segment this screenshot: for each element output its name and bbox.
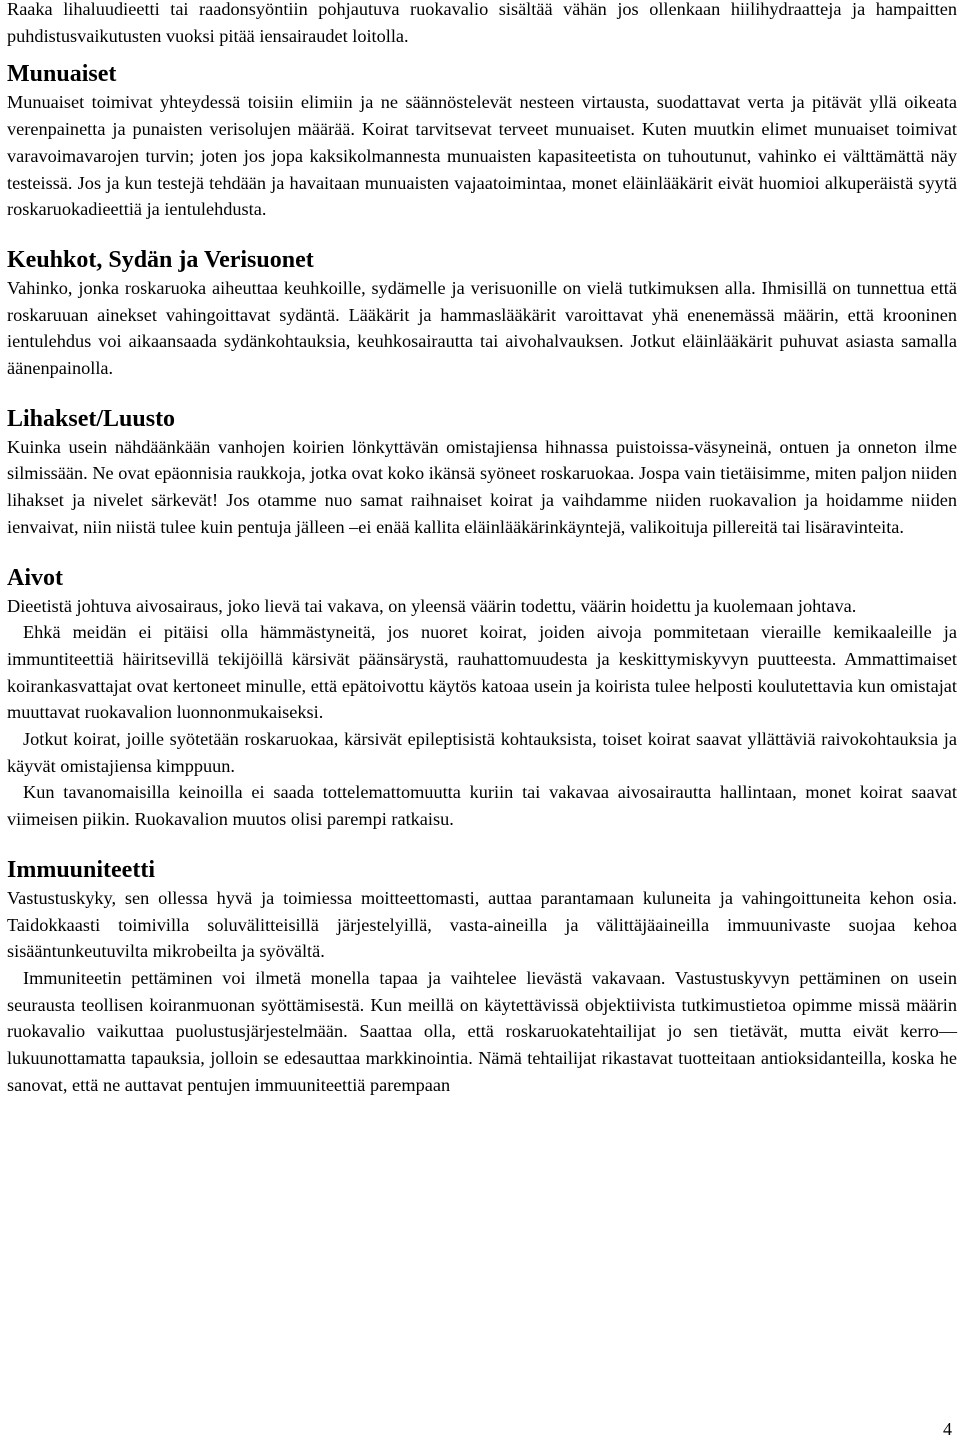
section-heading-brain: Aivot — [7, 564, 63, 591]
brain-paragraph-3: Jotkut koirat, joille syötetään roskaruokaa, kärsivät epileptisistä kohtauksista, toiset koirat saavat yllättäviä raivokohtauksia ja käyvät omistajiensa kimppuun. — [7, 729, 957, 776]
brain-paragraph-1: Dieetistä johtuva aivosairaus, joko lievä tai vakava, on yleensä väärin todettu, väärin hoidettu ja kuolemaan johtava. — [7, 595, 857, 616]
muscles-paragraph: Kuinka usein nähdäänkään vanhojen koirien lönkyttävän omistajiensa hihnassa puistoissa-väsyneinä, ontuen ja onneton ilme silmissään. Ne ovat epäonnisia raukkoja, jotka ovat koko ikänsä syöneet roskaruokaa. Jospa vain tietäisimme, miten paljon niiden lihakset ja nivelet särkevät! Jos otamme nuo samat raihnaiset koirat ja vaihdamme niiden ruokavalion ja hoidamme niiden ienvaivat, niin niistä tulee kuin pentuja jälleen –ei enää kallita eläinlääkärinkäyntejä, valikoituja pillereitä tai lisäravinteita. — [7, 436, 957, 537]
section-heading-heart-lungs: Keuhkot, Sydän ja Verisuonet — [7, 246, 314, 273]
immunity-paragraph-2: Immuniteetin pettäminen voi ilmetä monella tapaa ja vaihtelee lievästä vakavaan. Vastustuskyvyn pettäminen on usein seurausta teollisen koiranmuonan syöttämisestä. Kun meillä on käytettävissä objektiivista tutkimustietoa opimme missä määrin ruokavalio vaikuttaa puolustusjärjestelmään. Saattaa olla, että roskaruokatehtailijat jo sen tietävät, mutta eivät kerro— lukuunottamatta tapauksia, jolloin se edesauttaa markkinointia. Nämä tehtailijat rikastavat tuotteitaan antioksidanteilla, koska he sanovat, että ne auttavat pentujen immuuniteettiä parempaan — [7, 967, 957, 1095]
section-heading-kidneys: Munuaiset — [7, 61, 117, 88]
heart-lungs-paragraph: Vahinko, jonka roskaruoka aiheuttaa keuhkoille, sydämelle ja verisuonille on vielä tutkimuksen alla. Ihmisillä on tunnettua että roskaruuan ainekset vahingoittavat sydäntä. Lääkärit ja hammaslääkärit varoittavat yhä enenemässä määrin, että krooninen ientulehdus voi aikaansaada sydänkohtauksia, keuhkosairautta tai aivohalvauksen. Jotkut eläinlääkärit puhuvat asiasta samalla äänenpainolla. — [7, 277, 957, 379]
kidneys-paragraph: Munuaiset toimivat yhteydessä toisiin elimiin ja ne säännöstelevät nesteen virtausta, suodattavat verta ja pitävät yllä oikeata verenpainetta ja punaisten verisolujen määrää. Koirat tarvitsevat terveet munuaiset. Kuten muutkin elimet munuaiset toimivat varavoimavarojen turvin; joten jos jopa kaksikolmannesta munuaisten kapasiteetista on tuhoutunut, vahinko ei välttämättä näy testeissä. Jos ja kun testejä tehdään ja havaitaan munuaisten vajaatoimintaa, monet eläinlääkärit eivät huomioi alkuperäistä syytä roskaruokadieettiä ja ientulehdusta. — [7, 92, 957, 220]
intro-paragraph: Raaka lihaluudieetti tai raadonsyöntiin pohjautuva ruokavalio sisältää vähän jos ollenkaan hiilihydraatteja ja hampaitten puhdistusvaikutusten vuoksi pitää iensairaudet loitolla. — [7, 0, 957, 46]
brain-paragraph-4: Kun tavanomaisilla keinoilla ei saada tottelemattomuutta kuriin tai vakavaa aivosairautta hallintaan, monet koirat saavat viimeisen piikin. Ruokavalion muutos olisi parempi ratkaisu. — [7, 782, 957, 830]
brain-paragraph-2: Ehkä meidän ei pitäisi olla hämmästyneitä, jos nuoret koirat, joiden aivoja pommitetaan vieraille kemikaaleille ja immuntiteettiä häiritsevillä tekijöillä kärsivät päänsärystä, rauhattomuudesta ja keskittymiskyvyn puutteesta. Ammattimaiset koirankasvattajat ovat kertoneet minulle, että epätoivottu käytös katoaa usein ja koirista tulee helposti koulutettavia kun omistajat muuttavat ruokavalion luonnonmukaiseksi. — [7, 622, 957, 723]
immunity-paragraph-1: Vastustuskyky, sen ollessa hyvä ja toimiessa moitteettomasti, auttaa parantamaan kuluneita ja vahingoittuneita kehon osia. Taidokkaasti toimivilla soluvälitteisillä järjestelyillä, vasta-aineilla ja välittäjäaineilla immuunivaste suojaa kehoa sisääntunkeutuvilta mikrobeilta ja syövältä. — [7, 887, 957, 962]
page-number: 4 — [943, 1419, 952, 1439]
section-heading-muscles: Lihakset/Luusto — [7, 405, 176, 432]
section-heading-immunity: Immuuniteetti — [7, 856, 155, 883]
document-body — [7, 0, 957, 1099]
